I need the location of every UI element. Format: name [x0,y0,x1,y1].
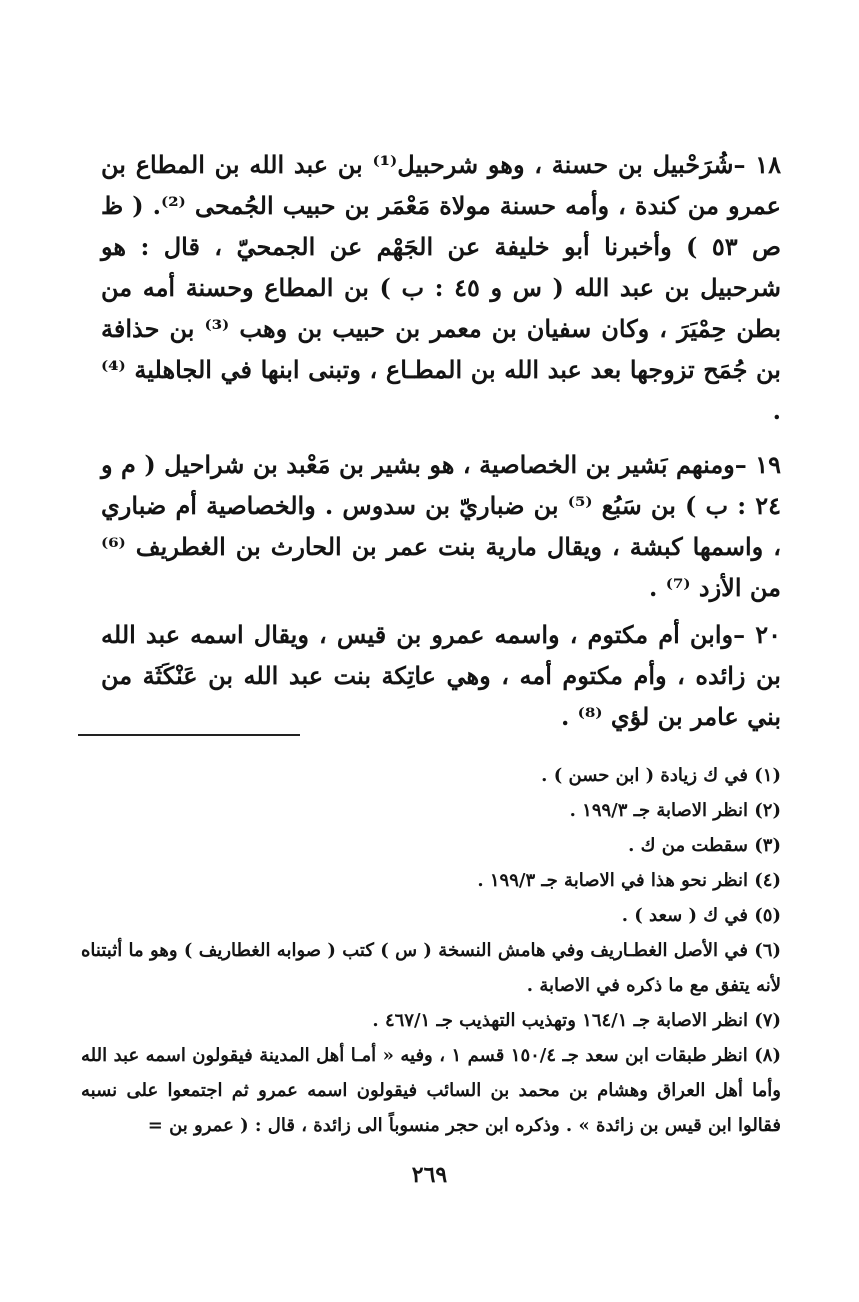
footnote-7: (٧) انظر الاصابة جـ ١٦٤/١ وتهذيب التهذيب جـ ٤٦٧/١ . [372,1010,781,1031]
entry-19 [101,444,781,608]
entry-number: ١٩ – [734,450,782,479]
page-number: ٢٦٩ [411,1162,448,1188]
footnote-4: (٤) انظر نحو هذا في الاصابة جـ ١٩٩/٣ . [477,870,781,891]
entry-text: شُرَحْبيل بن حسنة ، وهو شرحبيل⁽¹⁾ بن عبد الله بن المطاع بن عمرو من كندة ، وأمه حسنة مولاة مَعْمَر بن حبيب الجُمحى ⁽²⁾. ( ظ ص ٥٣ ) وأخبرنا أبو خليفة عن الجَهْم عن الجمحيّ ، قال : هو شرحبيل بن عبد الله ( س و ٤٥ : ب ) بن المطاع وحسنة أمه من بطن حِمْيَرَ ، وكان سفيان بن معمر بن حبيب بن وهب ⁽³⁾ بن حذافة بن جُمَح تزوجها بعد عبد الله بن المطـاع ، وتبنى ابنها في الجاهلية ⁽⁴⁾ . [101,150,781,425]
footnote-2: (٢) انظر الاصابة جـ ١٩٩/٣ . [569,800,781,821]
entry-text: وابن أم مكتوم ، واسمه عمرو بن قيس ، ويقال اسمه عبد الله بن زائده ، وأم مكتوم أمه ، وهي عاتِكة بنت عبد الله بن عَنْكَثَة من بني عامر بن لؤي ⁽⁸⁾ . [101,620,781,731]
footnotes-section [81,758,781,1143]
footnote-5: (٥) في ك ( سعد ) . [621,905,781,926]
footnote-3: (٣) سقطت من ك . [628,835,781,856]
footnote-8: (٨) انظر طبقات ابن سعد جـ ١٥٠/٤ قسم ١ ، وفيه « أمـا أهل المدينة فيقولون اسمه عبد الله وأما أهل العراق وهشام بن محمد بن السائب فيقولون اسمه عمرو ثم اجتمعوا على نسبه فقالوا ابن قيس بن زائدة » . وذكره ابن حجر منسوباً الى زائدة ، قال : ( عمرو بن = [81,1045,781,1136]
entry-number: ٢٠ – [733,620,781,649]
footnote-divider [78,734,300,736]
entry-18 [101,144,781,431]
footnote-1: (١) في ك زيادة ( ابن حسن ) . [541,765,781,786]
entry-number: ١٨ – [733,150,781,179]
entry-20 [101,614,781,737]
entry-text: ومنهم بَشير بن الخصاصية ، هو بشير بن مَعْبد بن شراحيل ( م و ٢٤ : ب ) بن سَبُع ⁽⁵⁾ بن ضباريّ بن سدوس . والخصاصية أم ضباري ، واسمها كبشة ، ويقال مارية بنت عمر بن الحارث بن الغطريف ⁽⁶⁾ من الأزد ⁽⁷⁾ . [101,450,781,602]
footnote-6: (٦) في الأصل الغطـاريف وفي هامش النسخة ( س ) كتب ( صوابه الغطاريف ) وهو ما أثبتناه لأنه يتفق مع ما ذكره في الاصابة . [81,940,781,996]
